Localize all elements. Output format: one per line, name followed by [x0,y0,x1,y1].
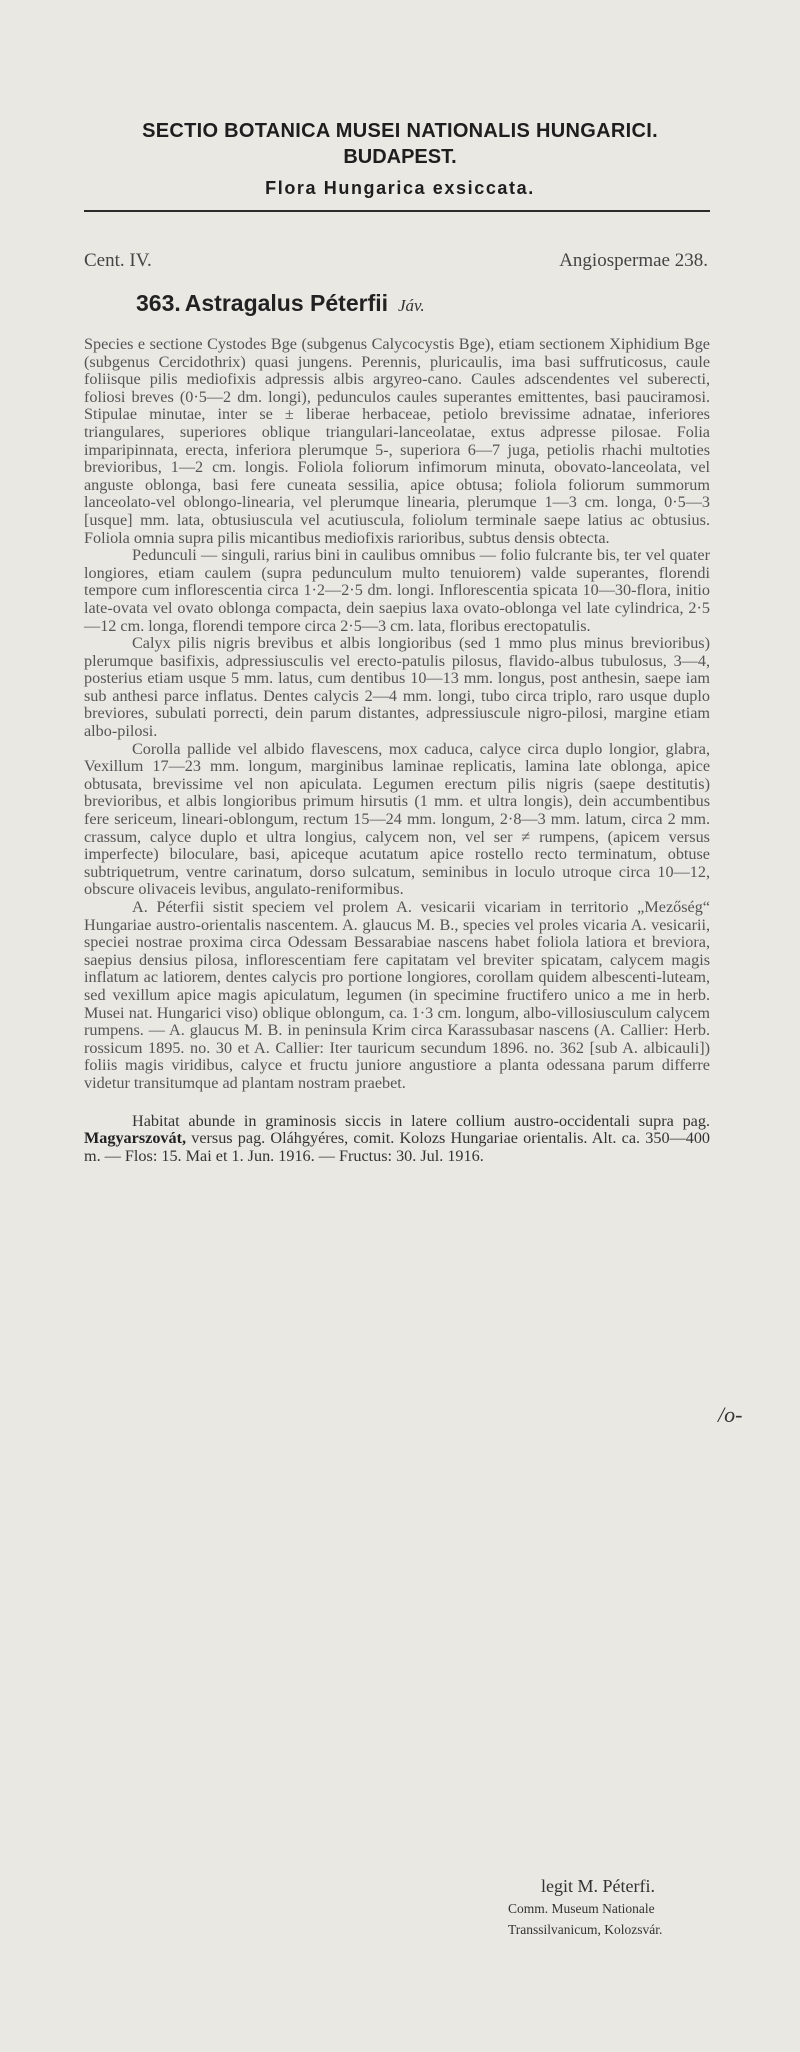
collector-block [508,1874,708,1940]
species-name: Astragalus Péterfii [184,290,389,316]
institution-city: BUDAPEST. [343,146,457,168]
century-label: Cent. IV. [84,250,152,271]
paragraph-habitat [84,1113,710,1166]
institution-line-2: Transsilvanicum, Kolozsvár. [508,1922,663,1937]
header [0,118,800,202]
paragraph-calyx: Calyx pilis nigris brevibus et albis longioribus (sed 1 mmo plus minus brevioribus) plerumque basifixis, adpressiusculis vel erecto-patulis pilosus, flavido-albus tubulosus, 3—4, posterius etiam usque 5 mm. latus, cum dentibus 10—13 mm. longus, post anthesin, saepe iam sub anthesi parce inflatus. Dentes calycis 2—4 mm. longi, tubo circa triplo, raro usque duplo breviores, subulati porrecti, dein parum distantes, adpressiuscule nigro-pilosi, margine etiam albo-pilosi. [84,634,710,741]
habitat-text-a: Habitat abunde in graminosis siccis in latere collium austro-occidentali supra pag. [132,1111,710,1130]
species-title [136,290,425,317]
group-label: Angiospermae 238. [559,250,708,271]
collector-name: legit M. Péterfi. [541,1876,655,1896]
species-author: Jáv. [398,296,425,315]
handwritten-margin-note: /o- [718,1402,743,1427]
header-divider [84,210,710,212]
institution-title: SECTIO BOTANICA MUSEI NATIONALIS HUNGARICI. [142,120,658,142]
paragraph-description: Species e sectione Cystodes Bge (subgenus Calycocystis Bge), etiam sectionem Xiphidium Bge (subgenus Cercidothrix) quasi jungens. Perennis, pluricaulis, ima basi suffruticosus, caule foliisque pilis mediofixis adpressis albis argyreo-cano. Caules adscendentes vel suberecti, foliosi breves (0·5—2 dm. longi), pedunculos caules superantes emittentes, basi pauciramosi. Stipulae minutae, inter se ± liberae herbaceae, petiolo brevissime adnatae, inferiores triangulares, superiores oblique triangulari-lanceolatae, extus adpresse pilosae. Folia imparipinnata, erecta, inferiora plerumque 5-, superiora 6—7 juga, petiolis rhachi multoties brevioribus, 1—2 cm. longis. Foliola foliorum infimorum minuta, obovato-lanceolata, vel anguste oblonga, basi fere cuneata sessilia, apice obtusa; foliola foliorum summorum lanceolato-vel oblongo-linearia, vel plerumque linearia, plerumque 1—3 cm. longa, 0·5—3 [usque] mm. lata, obtusiuscula vel acutiuscula, foliolum terminale saepe latius ac obtusius. Foliola omnia supra pilis micantibus mediofixis rarioribus, subtus densis obtecta. [84,335,710,547]
paragraph-corolla: Corolla pallide vel albido flavescens, mox caduca, calyce circa duplo longior, glabra, Vexillum 17—23 mm. longum, marginibus laminae replicatis, lamina late oblonga, apice obtusata, brevissime vel non apiculata. Legumen erectum pilis nigris (saepe destitutis) brevioribus, et albis longioribus primum hirsutis (1 mm. et ultra longis), dein accumbentibus fere sericeum, lineari-oblongum, rectum 15—24 mm. longum, 2·8—3 mm. latum, circa 2 mm. crassum, calyce duplo et ultra longius, calycem non, vel ser ≠ rumpens, (apicem versus imperfecte) biloculare, basi, apiceque acutatum apice rostello recto terminatum, obtuse subtriquetrum, ventre carinatum, dorso sulcatum, seminibus in loculo utroque circa 10—12, obscure olivaceis levibus, angulato-reniformibus. [84,739,710,899]
description-body [84,336,710,1165]
habitat-text-b: versus pag. Oláhgyéres, comit. Kolozs Hungariae orientalis. Alt. ca. 350—400 m. — Flos: 15. Mai et 1. Jun. 1916. — Fructus: 30. Jul. 1916. [84,1129,711,1165]
series-title: Flora Hungarica exsiccata. [265,178,535,198]
paragraph-peduncles: Pedunculi — singuli, rarius bini in caulibus omnibus — folio fulcrante bis, ter vel quater longiores, etiam caulem (supra pedunculum multo tenuiorem) valde superantes, florendi tempore cum inflorescentia circa 1·2—2·5 dm. longi. Inflorescentia spicata 10—30-flora, initio late-ovata vel ovato oblonga compacta, dein saepius laxa ovato-oblonga vel late cylindrica, 2·5—12 cm. longa, florendi tempore circa 2·5—3 cm. lata, floribus erectopatulis. [84,546,710,635]
species-number: 363. [136,290,181,316]
paragraph-discussion: A. Péterfii sistit speciem vel prolem A. vesicarii vicariam in territorio „Mezőség“ Hungariae austro-orientalis nascentem. A. glaucus M. B., species vel proles vicaria A. vesicarii, speciei nostrae proxima circa Odessam Bessarabiae nascens habet foliola latiora et breviora, saepius densius pilosa, inflorescentiam fere capitatam vel breviter spicatam, calycem magis inflatum ac latiorem, dentes calycis pro portione longiores, corollam quidem albescenti-luteam, sed vexillum apice magis apiculatum, legumen (in specimine fructifero unico a me in herb. Musei nat. Hungarici viso) oblique oblongum, ca. 1·3 cm. longum, albo-villosiusculum calycem rumpens. — A. glaucus M. B. in peninsula Krim circa Karassubasar nascens (A. Callier: Herb. rossicum 1895. no. 30 et A. Callier: Iter tauricum secundum 1896. no. 362 [sub A. albicauli]) foliis magis viridibus, calyce et fructu juniore angustiore a planta odessana parum differre videtur transitumque ad plantam nostram praebet. [84,898,710,1092]
institution-line-1: Comm. Museum Nationale [508,1901,655,1916]
habitat-locality: Magyarszovát, [84,1129,187,1148]
